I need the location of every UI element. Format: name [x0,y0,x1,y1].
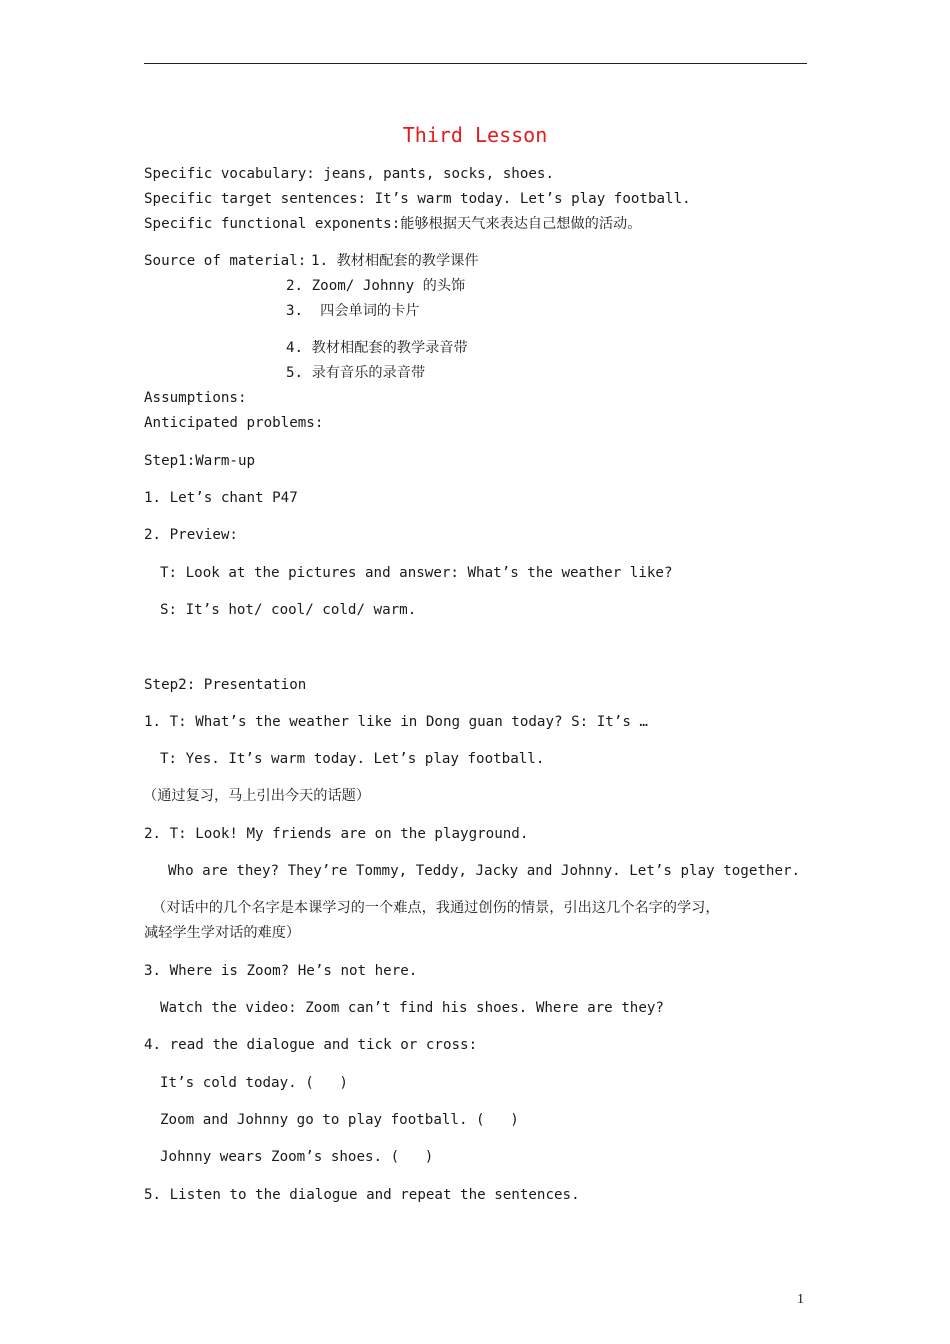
step2-line: 3. Where is Zoom? He’s not here. [144,963,418,979]
tick-cross-item: Zoom and Johnny go to play football. ( ) [160,1112,519,1128]
target-sentences-line: Specific target sentences: It’s warm today. Let’s play football. [144,191,691,207]
step1-line: 1. Let’s chant P47 [144,490,298,506]
step1-line: S: It’s hot/ cool/ cold/ warm. [160,602,417,618]
page-number: 1 [797,1292,804,1307]
step2-line: Who are they? They’re Tommy, Teddy, Jacky and Johnny. Let’s play together. [168,863,801,879]
header-rule [144,63,807,64]
tick-cross-item: It’s cold today. ( ) [160,1075,348,1091]
source-item: 3. 四会单词的卡片 [286,303,420,319]
assumptions-label: Assumptions: [144,390,247,406]
step2-line: 1. T: What’s the weather like in Dong guan today? S: It’s … [144,714,648,730]
lesson-title: Third Lesson [402,123,548,147]
step1-line: T: Look at the pictures and answer: What’s the weather like? [160,565,673,581]
source-item: 5. 录有音乐的录音带 [286,365,426,381]
step2-heading: Step2: Presentation [144,677,307,693]
tick-cross-item: Johnny wears Zoom’s shoes. ( ) [160,1149,434,1165]
step1-heading: Step1:Warm-up [144,453,256,469]
step2-line: 2. T: Look! My friends are on the playground. [144,826,529,842]
step2-line: Watch the video: Zoom can’t find his shoes. Where are they? [160,1000,664,1016]
step2-line: 5. Listen to the dialogue and repeat the sentences. [144,1187,580,1203]
step1-line: 2. Preview: [144,527,238,543]
functional-exponents-line: Specific functional exponents:能够根据天气来表达自己想做的活动。 [144,216,642,232]
step2-note: （对话中的几个名字是本课学习的一个难点，我通过创伤的情景，引出这几个名字的学习， [152,900,720,916]
vocabulary-line: Specific vocabulary: jeans, pants, socks, shoes. [144,166,554,182]
source-item: 4. 教材相配套的教学录音带 [286,340,468,356]
step2-note: （通过复习，马上引出今天的话题） [143,788,371,804]
step2-line: 4. read the dialogue and tick or cross: [144,1037,478,1053]
step2-line: T: Yes. It’s warm today. Let’s play football. [160,751,545,767]
source-item: 1. 教材相配套的教学课件 [311,253,479,269]
source-label: Source of material: [144,253,315,269]
step2-note: 减轻学生学对话的难度） [144,925,301,941]
source-item: 2. Zoom/ Johnny 的头饰 [286,278,466,294]
anticipated-problems-label: Anticipated problems: [144,415,324,431]
